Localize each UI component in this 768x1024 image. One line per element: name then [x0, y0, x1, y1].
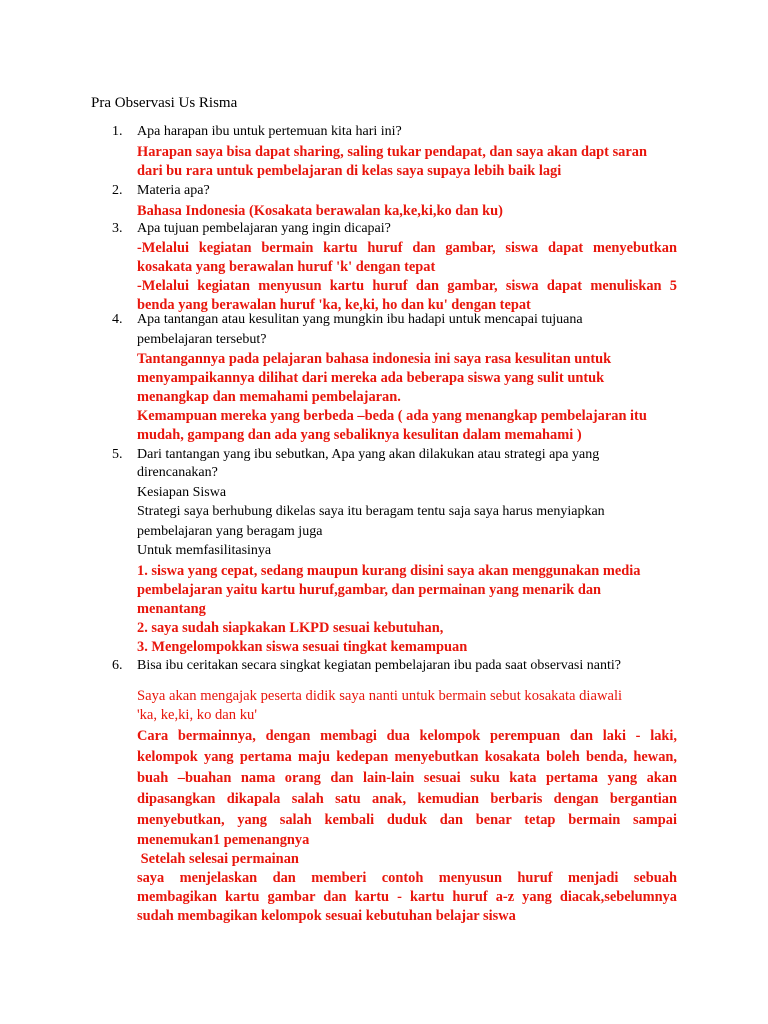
answer-line: sudah membagikan kelompok sesuai kebutuhan belajar siswa [137, 908, 516, 924]
answer-line: benda yang berawalan huruf 'ka, ke,ki, ho dan ku' dengan tepat [137, 297, 531, 313]
answer-line: 2. saya sudah siapkakan LKPD sesuai kebutuhan, [137, 620, 444, 636]
answer-line: Cara bermainnya, dengan membagi dua kelompok perempuan dan laki - laki, [137, 728, 677, 744]
answer-line: menangkap dan memahami pembelajaran. [137, 389, 401, 405]
answer-line: dipasangkan dikapala salah satu anak, kemudian berbaris dengan bergantian [137, 791, 677, 807]
question-text: Apa tujuan pembelajaran yang ingin dicapai? [137, 221, 391, 236]
answer-line: menantang [137, 601, 206, 617]
question-text: Materia apa? [137, 183, 210, 198]
question-text: Apa tantangan atau kesulitan yang mungkin ibu hadapi untuk mencapai tujuana [137, 312, 583, 327]
answer-line: Kemampuan mereka yang berbeda –beda ( ada yang menangkap pembelajaran itu [137, 408, 647, 424]
question-text: Untuk memfasilitasinya [137, 543, 272, 558]
question-text: pembelajaran yang beragam juga [137, 524, 323, 539]
answer-line: Harapan saya bisa dapat sharing, saling tukar pendapat, dan saya akan dapt saran [137, 144, 647, 160]
question-text: Apa harapan ibu untuk pertemuan kita hari ini? [137, 124, 402, 139]
document-title: Pra Observasi Us Risma [91, 95, 238, 111]
answer-line: 1. siswa yang cepat, sedang maupun kurang disini saya akan menggunakan media [137, 563, 641, 579]
question-number: 6. [112, 658, 123, 673]
answer-line: menyampaikannya dilihat dari mereka ada beberapa siswa yang sulit untuk [137, 370, 605, 386]
question-text: Dari tantangan yang ibu sebutkan, Apa yang akan dilakukan atau strategi apa yang [137, 447, 600, 462]
answer-line: kelompok yang pertama maju kedepan menyebutkan kosakata boleh benda, hewan, [137, 749, 677, 765]
question-text: direncanakan? [137, 465, 218, 480]
answer-line: Bahasa Indonesia (Kosakata berawalan ka,ke,ki,ko dan ku) [137, 203, 503, 219]
answer-line: Tantangannya pada pelajaran bahasa indonesia ini saya rasa kesulitan untuk [137, 351, 612, 367]
answer-line: 3. Mengelompokkan siswa sesuai tingkat kemampuan [137, 639, 468, 655]
answer-line: -Melalui kegiatan bermain kartu huruf dan gambar, siswa dapat menyebutkan [137, 240, 677, 256]
answer-line: buah –buahan nama orang dan lain-lain sesuai suku kata pertama yang akan [137, 770, 677, 786]
answer-line: menyebutkan, yang salah kembali duduk dan benar tetap bermain sampai [137, 812, 677, 828]
answer-line: dari bu rara untuk pembelajaran di kelas saya supaya lebih baik lagi [137, 163, 562, 179]
question-number: 5. [112, 447, 123, 462]
question-text: pembelajaran tersebut? [137, 332, 267, 347]
question-text: Strategi saya berhubung dikelas saya itu beragam tentu saja saya harus menyiapkan [137, 504, 605, 519]
question-number: 1. [112, 124, 123, 139]
answer-line: pembelajaran yaitu kartu huruf,gambar, dan permainan yang menarik dan [137, 582, 602, 598]
answer-line: mudah, gampang dan ada yang sebaliknya kesulitan dalam memahami ) [137, 427, 582, 443]
answer-line: kosakata yang berawalan huruf 'k' dengan tepat [137, 259, 436, 275]
answer-line: saya menjelaskan dan memberi contoh menyusun huruf menjadi sebuah [137, 870, 677, 886]
question-number: 3. [112, 221, 123, 236]
answer-line: menemukan1 pemenangnya [137, 832, 310, 848]
answer-line: membagikan kartu gambar dan kartu - kartu huruf a-z yang diacak,sebelumnya [137, 889, 677, 905]
question-text: Bisa ibu ceritakan secara singkat kegiatan pembelajaran ibu pada saat observasi nanti? [137, 658, 621, 673]
answer-line: 'ka, ke,ki, ko dan ku' [137, 707, 257, 723]
question-number: 2. [112, 183, 123, 198]
answer-line: Saya akan mengajak peserta didik saya nanti untuk bermain sebut kosakata diawali [137, 688, 623, 704]
question-number: 4. [112, 312, 123, 327]
question-text: Kesiapan Siswa [137, 485, 227, 500]
answer-line: Setelah selesai permainan [137, 851, 299, 867]
answer-line: -Melalui kegiatan menyusun kartu huruf dan gambar, siswa dapat menuliskan 5 [137, 278, 677, 294]
